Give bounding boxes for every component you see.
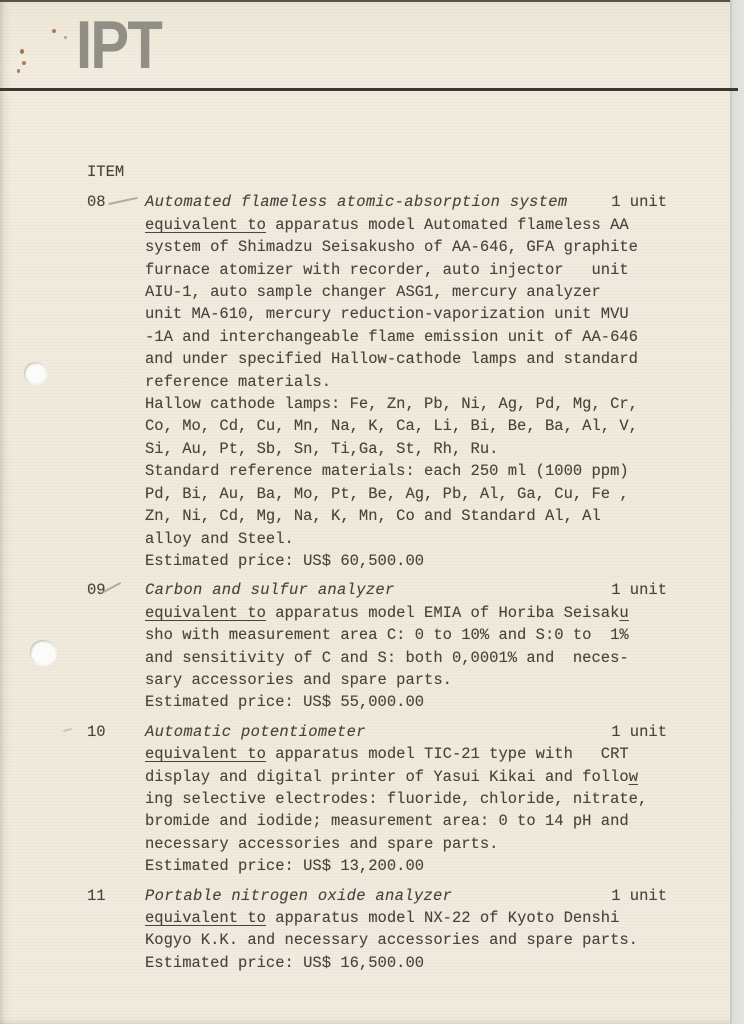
underlined-text: equivalent to: [145, 909, 266, 927]
item-quantity: 1 unit: [611, 193, 667, 212]
item-title: Automated flameless atomic-absorption system: [145, 193, 568, 212]
item-body-line: [145, 669, 667, 691]
document-body: [87, 161, 667, 981]
list-header: ITEM: [87, 163, 125, 181]
items-list: [87, 191, 667, 974]
body-text: apparatus model Automated flameless AA: [265, 215, 629, 234]
underlined-text: equivalent to: [145, 215, 266, 234]
body-text: Estimated price: US$ 13,200.00: [145, 857, 425, 876]
item-body-line: [145, 303, 667, 325]
item-body-line: [145, 393, 667, 415]
rust-speck: [52, 29, 56, 33]
body-text: Pd, Bi, Au, Ba, Mo, Pt, Be, Ag, Pb, Al, Ga, Cu, Fe ,: [145, 484, 629, 503]
item-body-line: [145, 855, 667, 877]
item-body-line: [145, 907, 667, 929]
body-text: apparatus model EMIA of Horiba Seisak: [265, 603, 620, 622]
item-body-line: [145, 415, 667, 437]
item-number: 08: [87, 193, 106, 212]
punch-hole: [28, 638, 58, 667]
item-quantity: 1 unit: [611, 722, 667, 741]
body-text: sary accessories and spare parts.: [145, 670, 452, 689]
underlined-text: w: [628, 767, 638, 786]
item-quantity: 1 unit: [611, 581, 667, 600]
rust-speck: [17, 69, 20, 73]
item-row: [87, 191, 667, 572]
body-text: Estimated price: US$ 16,500.00: [145, 953, 425, 972]
body-text: -1A and interchangeable flame emission unit of AA-646: [145, 327, 638, 346]
body-text: and under specified Hallow-cathode lamps and standard: [145, 350, 638, 369]
item-body-line: [145, 259, 667, 281]
item-body-line: [145, 236, 667, 258]
item-body-line: [145, 810, 667, 832]
item-body-line: [145, 929, 667, 951]
body-text: necessary accessories and spare parts.: [145, 834, 499, 853]
item-row: [87, 579, 667, 713]
item-body-line: [145, 647, 667, 669]
body-text: furnace atomizer with recorder, auto injector unit: [145, 260, 629, 279]
item-row: [87, 721, 667, 878]
item-body-line: [145, 460, 667, 482]
item-body-line: [145, 550, 667, 572]
body-text: display and digital printer of Yasui Kikai and follo: [145, 767, 629, 786]
item-body-line: [145, 483, 667, 505]
underlined-text: equivalent to: [145, 745, 266, 764]
item-title: Portable nitrogen oxide analyzer: [145, 886, 453, 905]
body-text: AIU-1, auto sample changer ASG1, mercury analyzer: [145, 283, 601, 302]
pencil-mark: [63, 728, 72, 732]
body-text: bromide and iodide; measurement area: 0 to 14 pH and: [145, 812, 629, 831]
scanner-background-strip: [730, 0, 744, 1024]
item-number: 10: [87, 722, 106, 741]
underlined-text: equivalent to: [145, 603, 266, 622]
punch-hole: [24, 362, 46, 384]
body-text: apparatus model NX-22 of Kyoto Denshi: [265, 909, 620, 927]
item-body-line: [145, 371, 667, 393]
body-text: Kogyo K.K. and necessary accessories and spare parts.: [145, 931, 638, 950]
body-text: reference materials.: [145, 372, 332, 391]
scan-top-edge: [0, 0, 744, 2]
body-text: sho with measurement area C: 0 to 10% and S:0 to 1%: [145, 626, 629, 645]
body-text: Si, Au, Pt, Sb, Sn, Ti,Ga, St, Rh, Ru.: [145, 439, 499, 458]
body-text: Estimated price: US$ 55,000.00: [145, 693, 425, 712]
rust-speck: [20, 49, 24, 54]
body-text: Co, Mo, Cd, Cu, Mn, Na, K, Ca, Li, Bi, Be, Ba, Al, V,: [145, 417, 638, 436]
item-body-line: [145, 348, 667, 370]
item-body-line: [145, 766, 667, 788]
item-body-line: [145, 326, 667, 348]
body-text: alloy and Steel.: [145, 529, 294, 548]
item-quantity: 1 unit: [611, 886, 667, 905]
body-text: Zn, Ni, Cd, Mg, Na, K, Mn, Co and Standard Al, Al: [145, 507, 601, 526]
item-title: Carbon and sulfur analyzer: [145, 581, 395, 600]
item-body-line: [145, 833, 667, 855]
item-number: 09: [87, 581, 106, 600]
item-body-line: [145, 624, 667, 646]
item-body-line: [145, 602, 667, 624]
underlined-text: u: [619, 603, 629, 622]
rust-speck: [64, 36, 67, 39]
item-body-line: [145, 952, 667, 974]
body-text: Hallow cathode lamps: Fe, Zn, Pb, Ni, Ag, Pd, Mg, Cr,: [145, 395, 638, 414]
item-body-line: [145, 214, 667, 236]
body-text: ing selective electrodes: fluoride, chloride, nitrate,: [145, 789, 648, 808]
body-text: apparatus model TIC-21 type with CRT: [265, 745, 629, 764]
item-body-line: [145, 438, 667, 460]
item-body-line: [145, 528, 667, 550]
item-body-line: [145, 691, 667, 713]
ipt-logo: IPT: [76, 6, 162, 83]
item-body-line: [145, 743, 667, 765]
body-text: unit MA-610, mercury reduction-vaporization unit MVU: [145, 305, 629, 324]
body-text: Estimated price: US$ 60,500.00: [145, 551, 425, 570]
rust-speck: [22, 61, 26, 65]
item-body-line: [145, 788, 667, 810]
item-body-line: [145, 505, 667, 527]
body-text: and sensitivity of C and S: both 0,0001% and neces-: [145, 648, 629, 667]
header-rule: [0, 88, 738, 91]
body-text: Standard reference materials: each 250 ml (1000 ppm): [145, 462, 629, 481]
item-title: Automatic potentiometer: [145, 722, 366, 741]
item-row: [87, 885, 667, 975]
item-body-line: [145, 281, 667, 303]
body-text: system of Shimadzu Seisakusho of AA-646, GFA graphite: [145, 238, 638, 257]
item-number: 11: [87, 886, 106, 905]
pencil-mark: [108, 197, 138, 205]
